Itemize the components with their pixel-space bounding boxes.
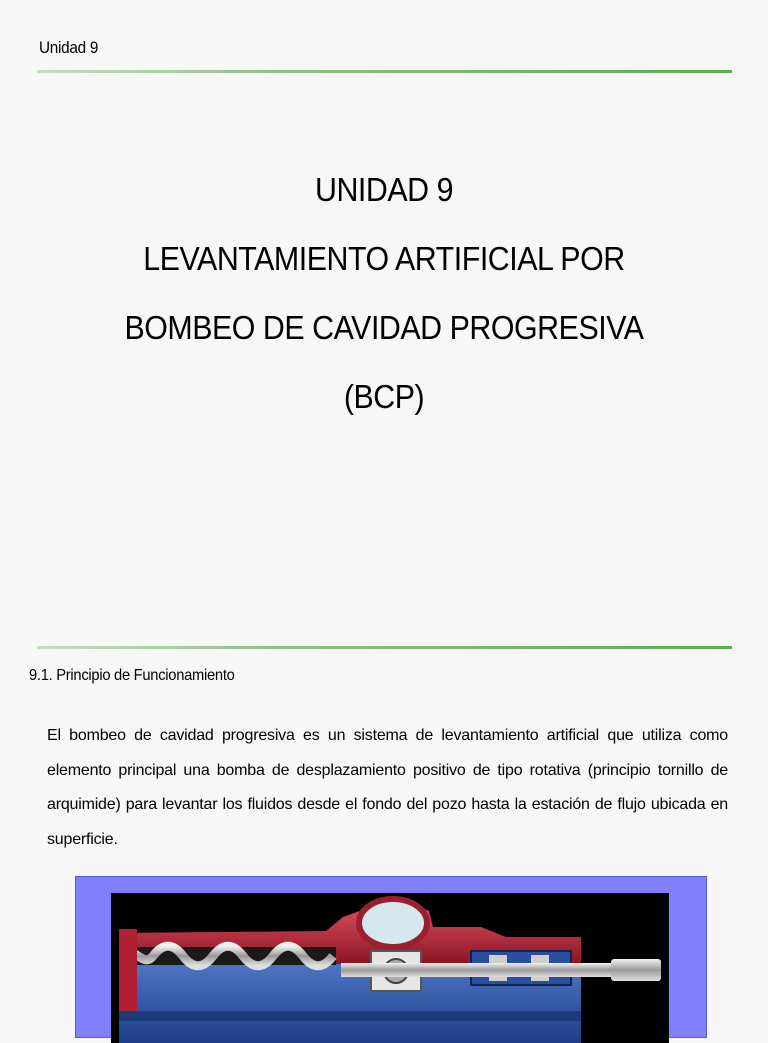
header-label: Unidad 9 [39,38,99,57]
top-divider [37,70,732,73]
pump-base-rail [119,1011,581,1021]
pump-illustration [111,893,669,1043]
pump-cutaway-image [111,893,669,1043]
title-line-unit: UNIDAD 9 [314,171,454,208]
title-block [0,155,768,431]
body-paragraph: El bombeo de cavidad progresiva es un sistema de levantamiento artificial que utiliza como elemento principal una bomba de desplazamiento positivo de tipo rotativa (principio tornillo de arquimide) para levantar los fluidos desde el fondo del pozo hasta la estación de flujo ubicada en superficie. [47,727,728,848]
pump-shaft-end [611,959,661,981]
title-line-bombeo: BOMBEO DE CAVIDAD PROGRESIVA [124,309,644,346]
title-line-acronym: (BCP) [343,378,425,415]
title-line-levantamiento: LEVANTAMIENTO ARTIFICIAL POR [143,240,625,277]
pump-suction-head [359,899,427,947]
section-heading: 9.1. Principio de Funcionamiento [29,667,235,684]
pump-discharge-flange [119,929,137,1019]
section-divider [37,646,732,649]
figure-frame [75,876,707,1038]
